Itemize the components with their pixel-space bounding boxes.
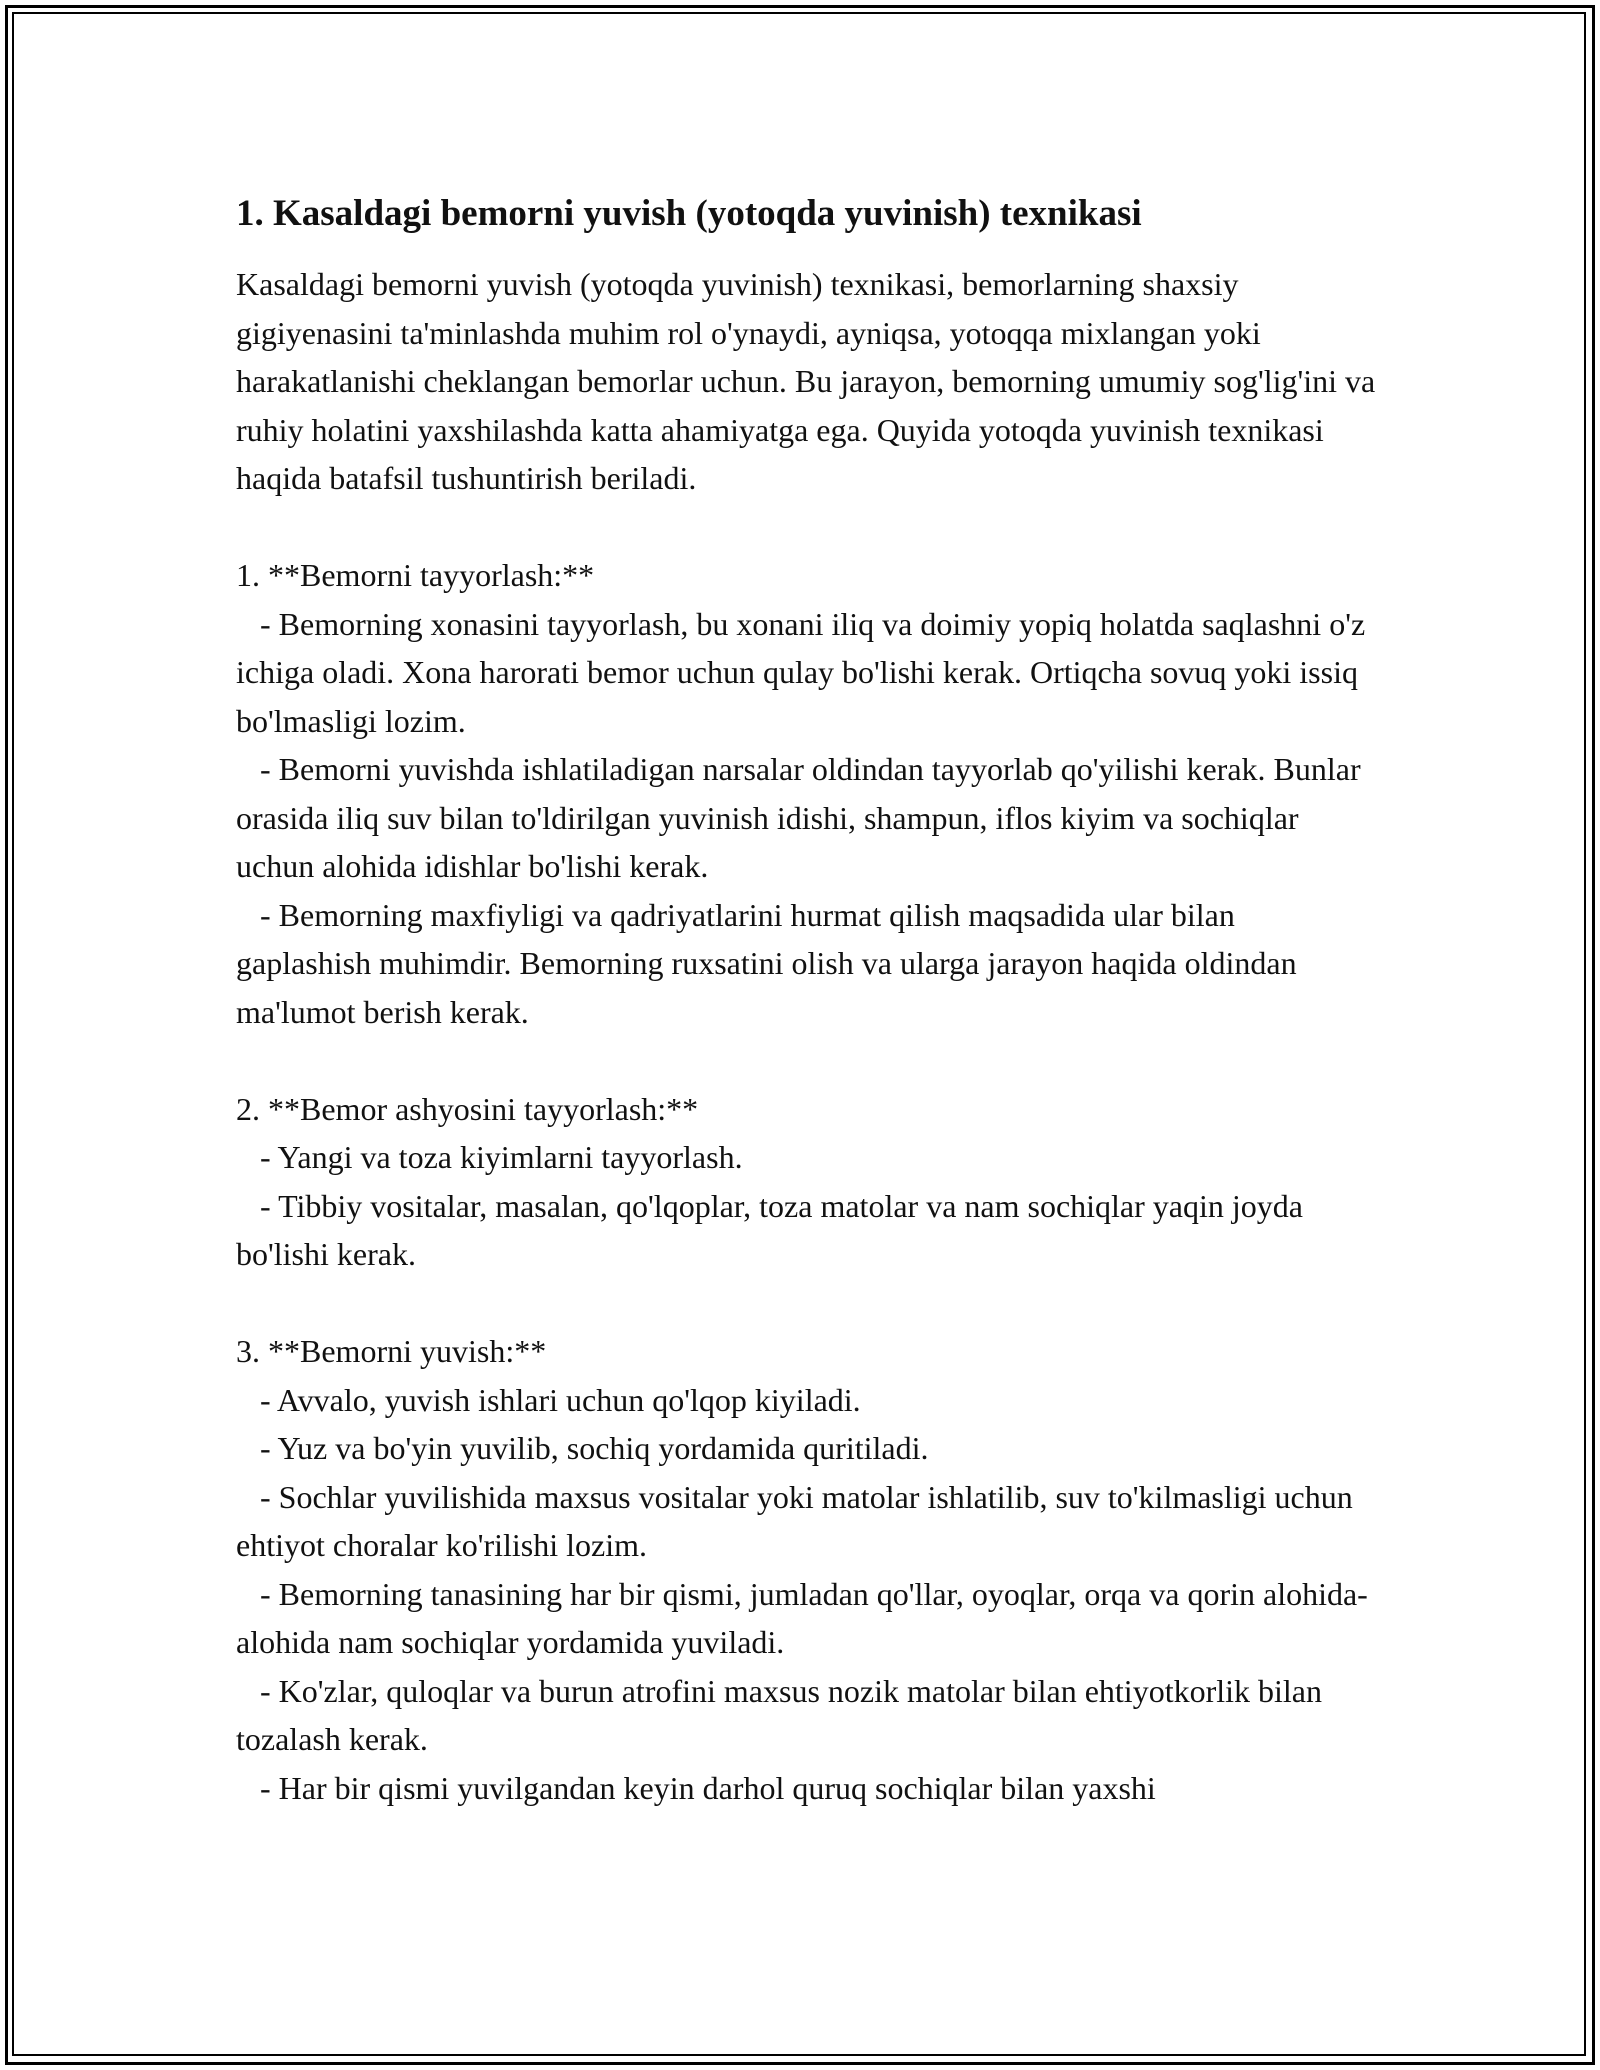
list-item: - Yuz va bo'yin yuvilib, sochiq yordamida quritiladi.	[236, 1430, 929, 1466]
document-body	[236, 188, 1384, 1812]
section-heading: 3. **Bemorni yuvish:**	[236, 1333, 547, 1369]
list-item: - Yangi va toza kiyimlarni tayyorlash.	[236, 1139, 743, 1175]
section-2	[236, 1085, 1376, 1279]
list-item: - Bemorning xonasini tayyorlash, bu xonani iliq va doimiy yopiq holatda saqlashni o'z ichiga oladi. Xona harorati bemor uchun qulay bo'lishi kerak. Ortiqcha sovuq yoki issiq bo'lmasligi lozim.	[236, 605, 1374, 739]
section-3	[236, 1327, 1376, 1812]
section-heading: 1. **Bemorni tayyorlash:**	[236, 557, 595, 593]
list-item: - Bemorning maxfiyligi va qadriyatlarini hurmat qilish maqsadida ular bilan gaplashish muhimdir. Bemorning ruxsatini olish va ularga jarayon haqida oldindan ma'lumot berish kerak.	[236, 896, 1305, 1030]
section-heading: 2. **Bemor ashyosini tayyorlash:**	[236, 1090, 699, 1127]
list-item: - Tibbiy vositalar, masalan, qo'lqoplar, toza matolar va nam sochiqlar yaqin joyda bo'lishi kerak.	[236, 1187, 1311, 1272]
list-item: - Bemorni yuvishda ishlatiladigan narsalar oldindan tayyorlab qo'yilishi kerak. Bunlar orasida iliq suv bilan to'ldirilgan yuvinish idishi, shampun, iflos kiyim va sochiqlar uchun alohida idishlar bo'lishi kerak.	[236, 751, 1369, 884]
list-item: - Sochlar yuvilishida maxsus vositalar yoki matolar ishlatilib, suv to'kilmasligi uchun ehtiyot choralar ko'rilishi lozim.	[236, 1478, 1361, 1563]
section-gap	[236, 503, 1376, 552]
section-gap	[236, 1036, 1376, 1085]
list-item: - Bemorning tanasining har bir qismi, jumladan qo'llar, oyoqlar, orqa va qorin alohida-alohida nam sochiqlar yordamida yuviladi.	[236, 1575, 1368, 1660]
section-gap	[236, 1279, 1376, 1328]
list-item: - Ko'zlar, quloqlar va burun atrofini maxsus nozik matolar bilan ehtiyotkorlik bilan tozalash kerak.	[236, 1672, 1330, 1757]
list-item: - Avvalo, yuvish ishlari uchun qo'lqop kiyiladi.	[236, 1381, 861, 1418]
document-title: 1. Kasaldagi bemorni yuvish (yotoqda yuvinish) texnikasi	[236, 193, 1142, 234]
intro-paragraph: Kasaldagi bemorni yuvish (yotoqda yuvinish) texnikasi, bemorlarning shaxsiy gigiyenasini ta'minlashda muhim rol o'ynaydi, ayniqsa, yotoqqa mixlangan yoki harakatlanishi cheklangan bemorlar uchun. Bu jarayon, bemorning umumiy sog'lig'ini va ruhiy holatini yaxshilashda katta ahamiyatga ega. Quyida yotoqda yuvinish texnikasi haqida batafsil tushuntirish beriladi.	[236, 266, 1384, 496]
list-item: - Har bir qismi yuvilgandan keyin darhol quruq sochiqlar bilan yaxshi	[236, 1769, 1156, 1806]
section-1	[236, 551, 1376, 1036]
